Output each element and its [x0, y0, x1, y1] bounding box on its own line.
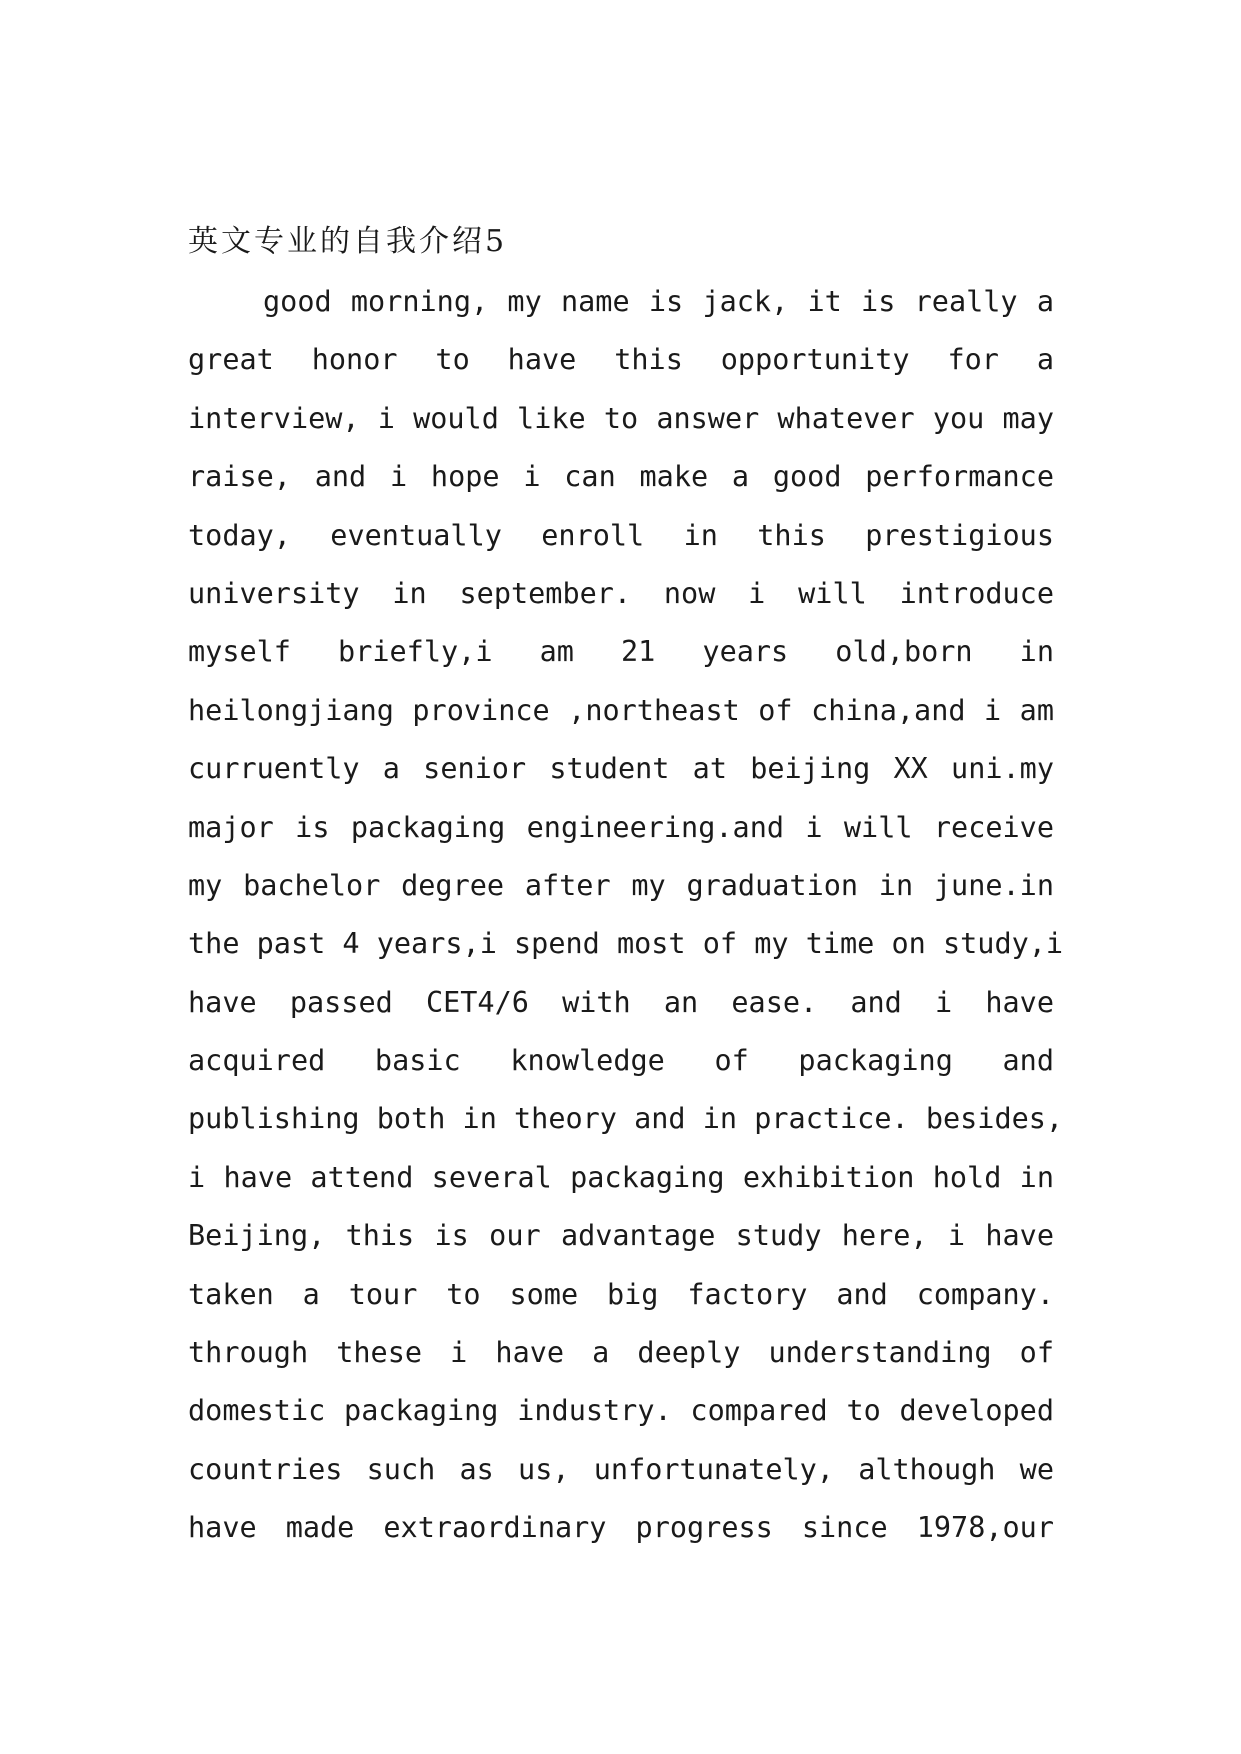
paragraph-line: acquired basic knowledge of packaging and: [188, 1044, 1054, 1078]
paragraph-line: university in september. now i will introduce: [188, 576, 1054, 610]
paragraph-line: countries such as us, unfortunately, although we: [188, 1452, 1054, 1486]
paragraph-line: taken a tour to some big factory and company.: [188, 1277, 1054, 1311]
paragraph-line: have made extraordinary progress since 1978,our: [188, 1511, 1054, 1545]
paragraph-line: Beijing, this is our advantage study here, i have: [188, 1219, 1054, 1253]
paragraph-line: heilongjiang province ,northeast of china,and i am: [188, 693, 1054, 727]
body-paragraph: [188, 280, 1064, 1565]
paragraph-line: the past 4 years,i spend most of my time on study,i: [188, 927, 1064, 961]
paragraph-line: i have attend several packaging exhibition hold in: [188, 1160, 1054, 1194]
paragraph-line: my bachelor degree after my graduation in june.in: [188, 868, 1054, 902]
paragraph-line: myself briefly,i am 21 years old,born in: [188, 635, 1054, 669]
paragraph-line: publishing both in theory and in practice. besides,: [188, 1102, 1064, 1136]
paragraph-line: raise, and i hope i can make a good performance: [188, 460, 1054, 494]
paragraph-line: interview, i would like to answer whatever you may: [188, 401, 1054, 435]
paragraph-line: major is packaging engineering.and i will receive: [188, 810, 1054, 844]
document-title: 英文专业的自我介绍5: [188, 224, 508, 259]
paragraph-line: good morning, my name is jack, it is really a: [263, 285, 1054, 318]
paragraph-line: through these i have a deeply understanding of: [188, 1336, 1054, 1370]
paragraph-line: great honor to have this opportunity for a: [188, 343, 1054, 377]
paragraph-line: curruently a senior student at beijing XX uni.my: [188, 752, 1054, 786]
paragraph-line: today, eventually enroll in this prestigious: [188, 518, 1054, 552]
paragraph-line: domestic packaging industry. compared to developed: [188, 1394, 1054, 1428]
paragraph-line: have passed CET4/6 with an ease. and i have: [188, 985, 1054, 1019]
